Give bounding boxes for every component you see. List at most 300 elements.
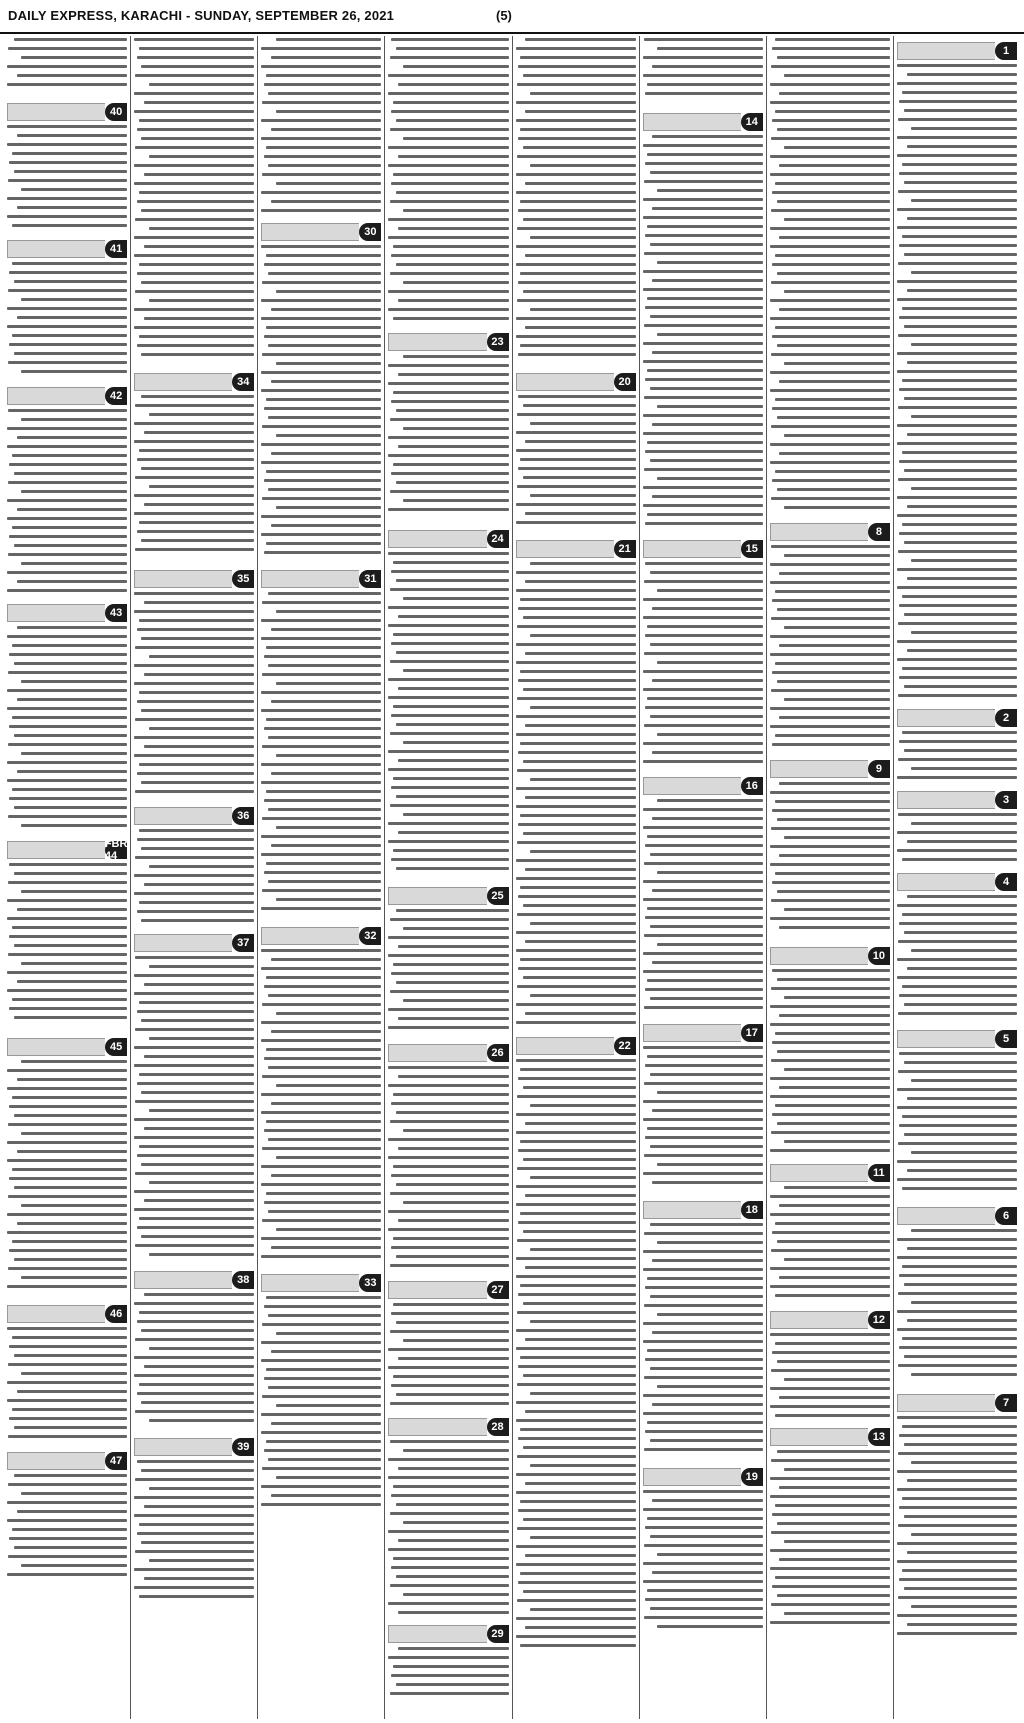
text-line xyxy=(907,1623,1018,1626)
text-line xyxy=(137,838,255,841)
text-line xyxy=(516,1545,636,1548)
text-line xyxy=(388,678,508,681)
text-line xyxy=(517,1527,636,1530)
text-line xyxy=(650,715,763,718)
text-line xyxy=(899,1578,1017,1581)
text-line xyxy=(897,1238,1017,1241)
text-line xyxy=(393,391,508,394)
text-line xyxy=(517,697,636,700)
article-number-badge: 42 xyxy=(105,387,127,405)
text-line xyxy=(516,431,636,434)
text-line xyxy=(899,460,1017,463)
text-line xyxy=(396,191,509,194)
text-line xyxy=(516,1491,636,1494)
text-line xyxy=(262,1147,381,1150)
text-line xyxy=(899,922,1017,925)
text-line xyxy=(770,83,890,86)
text-line xyxy=(520,958,635,961)
text-line xyxy=(261,967,381,970)
text-line xyxy=(770,1149,890,1152)
article-number-badge: 26 xyxy=(487,1044,509,1062)
text-line xyxy=(784,626,890,629)
text-line xyxy=(139,1073,254,1076)
text-line xyxy=(771,353,890,356)
text-line xyxy=(520,458,635,461)
text-line xyxy=(516,1257,636,1260)
text-line xyxy=(7,445,127,448)
article-number-badge: 15 xyxy=(741,540,763,558)
text-line xyxy=(135,856,254,859)
text-line xyxy=(657,943,763,946)
text-line xyxy=(393,849,508,852)
column-2 xyxy=(766,36,893,1719)
text-line xyxy=(134,440,254,443)
article-number-badge: 16 xyxy=(741,777,763,795)
text-line xyxy=(770,635,890,638)
text-line xyxy=(17,1390,128,1393)
text-line xyxy=(403,1449,509,1452)
text-line xyxy=(7,215,127,218)
text-line xyxy=(643,742,763,745)
text-line xyxy=(643,826,763,829)
text-line xyxy=(7,325,127,328)
text-line xyxy=(144,245,255,248)
text-line xyxy=(388,696,508,699)
text-line xyxy=(518,467,636,470)
text-line xyxy=(771,281,890,284)
text-line xyxy=(403,813,509,816)
text-line xyxy=(516,661,636,664)
text-line xyxy=(141,1091,254,1094)
text-line xyxy=(897,1488,1017,1491)
text-line xyxy=(271,958,382,961)
text-line xyxy=(643,970,763,973)
text-line xyxy=(516,787,636,790)
text-line xyxy=(388,822,508,825)
text-line xyxy=(21,1564,127,1567)
text-line xyxy=(7,779,127,782)
text-line xyxy=(520,886,635,889)
text-line xyxy=(775,1222,890,1225)
article xyxy=(897,872,1017,1025)
text-line xyxy=(777,608,890,611)
text-line xyxy=(271,56,382,59)
text-line xyxy=(643,1172,763,1175)
text-line xyxy=(264,479,382,482)
text-line xyxy=(261,1111,381,1114)
article-heading xyxy=(516,1036,636,1056)
text-line xyxy=(134,254,254,257)
text-line xyxy=(516,335,636,338)
text-line xyxy=(897,298,1017,301)
text-line xyxy=(911,343,1017,346)
text-line xyxy=(904,1355,1017,1358)
text-line xyxy=(657,1091,763,1094)
article-number-badge: 14 xyxy=(741,113,763,131)
text-line xyxy=(518,895,636,898)
article-number-badge: 11 xyxy=(868,1164,890,1182)
article-body-text xyxy=(7,125,127,235)
text-line xyxy=(390,804,509,807)
text-line xyxy=(770,1285,890,1288)
text-line xyxy=(137,772,255,775)
text-line xyxy=(516,1419,636,1422)
article-number-badge: 6 xyxy=(995,1207,1017,1225)
text-line xyxy=(897,1470,1017,1473)
article-number-badge: 41 xyxy=(105,240,127,258)
text-line xyxy=(388,1156,508,1159)
text-line xyxy=(390,200,509,203)
article-heading xyxy=(7,1451,127,1471)
text-line xyxy=(650,997,763,1000)
text-line xyxy=(777,1594,890,1597)
text-line xyxy=(261,709,381,712)
text-line xyxy=(657,661,763,664)
text-line xyxy=(777,56,890,59)
text-line xyxy=(518,281,636,284)
article-heading xyxy=(7,102,127,122)
text-line xyxy=(517,841,636,844)
text-line xyxy=(21,298,127,301)
text-line xyxy=(523,218,636,221)
text-line xyxy=(390,660,509,663)
text-line xyxy=(266,398,381,401)
text-line xyxy=(771,497,890,500)
text-line xyxy=(261,1237,381,1240)
text-line xyxy=(643,414,763,417)
text-line xyxy=(530,634,636,637)
text-line xyxy=(772,119,890,122)
text-line xyxy=(770,1023,890,1026)
article-number-badge: 22 xyxy=(614,1037,636,1055)
text-line xyxy=(898,1012,1017,1015)
article-title-bar xyxy=(7,1452,105,1470)
text-line xyxy=(276,434,382,437)
text-line xyxy=(14,38,127,41)
text-line xyxy=(657,405,763,408)
article-heading xyxy=(770,522,890,542)
article-number-badge: 45 xyxy=(105,1038,127,1056)
text-line xyxy=(644,1304,763,1307)
text-line xyxy=(8,289,127,292)
text-line xyxy=(135,1478,254,1481)
text-line xyxy=(525,182,636,185)
text-line xyxy=(7,707,127,710)
text-line xyxy=(261,1093,381,1096)
article xyxy=(388,886,508,1039)
text-line xyxy=(261,619,381,622)
text-line xyxy=(137,1532,255,1535)
text-line xyxy=(137,1010,255,1013)
text-line xyxy=(390,1192,509,1195)
text-line xyxy=(523,1230,636,1233)
text-line xyxy=(772,1351,890,1354)
text-line xyxy=(902,523,1017,526)
text-line xyxy=(657,1313,763,1316)
text-line xyxy=(9,725,127,728)
text-line xyxy=(12,334,127,337)
text-line xyxy=(770,1005,890,1008)
text-line xyxy=(784,1378,890,1381)
text-line xyxy=(772,1585,890,1588)
text-line xyxy=(17,206,128,209)
article-body-text xyxy=(643,1223,763,1463)
text-line xyxy=(14,872,127,875)
text-line xyxy=(897,154,1017,157)
text-line xyxy=(262,889,381,892)
text-line xyxy=(904,1515,1017,1518)
article-title-bar xyxy=(643,1468,741,1486)
text-line xyxy=(137,910,255,913)
text-line xyxy=(525,868,636,871)
text-line xyxy=(530,236,636,239)
text-line xyxy=(645,1286,763,1289)
text-line xyxy=(135,1100,254,1103)
text-line xyxy=(525,580,636,583)
text-line xyxy=(520,128,635,131)
text-line xyxy=(149,1347,255,1350)
text-line xyxy=(21,490,127,493)
text-line xyxy=(775,590,890,593)
text-line xyxy=(657,1385,763,1388)
text-line xyxy=(8,409,127,412)
text-line xyxy=(516,1635,636,1638)
article xyxy=(134,569,254,802)
article-number-badge: 12 xyxy=(868,1311,890,1329)
text-line xyxy=(261,191,381,194)
text-line xyxy=(268,92,381,95)
text-line xyxy=(897,208,1017,211)
article xyxy=(897,1029,1017,1202)
article xyxy=(897,1393,1017,1646)
text-line xyxy=(525,1012,636,1015)
text-line xyxy=(645,378,763,381)
text-line xyxy=(12,1336,127,1339)
article-heading xyxy=(897,708,1017,728)
text-line xyxy=(902,667,1017,670)
text-line xyxy=(784,506,890,509)
text-line xyxy=(134,592,254,595)
text-line xyxy=(645,916,763,919)
text-line xyxy=(266,1296,381,1299)
text-line xyxy=(643,1322,763,1325)
text-line xyxy=(644,396,763,399)
text-line xyxy=(391,786,509,789)
text-line xyxy=(645,844,763,847)
article-body-text xyxy=(770,782,890,942)
text-line xyxy=(393,1375,508,1378)
article xyxy=(516,1036,636,1659)
article-body-text xyxy=(7,409,127,599)
text-line xyxy=(775,110,890,113)
text-line xyxy=(149,1559,255,1562)
text-line xyxy=(9,343,127,346)
text-line xyxy=(907,145,1018,148)
text-line xyxy=(650,315,763,318)
text-line xyxy=(779,236,890,239)
article-title-bar xyxy=(897,42,995,60)
text-line xyxy=(391,570,509,573)
text-line xyxy=(523,760,636,763)
text-line xyxy=(9,797,127,800)
article xyxy=(261,222,381,565)
text-line xyxy=(388,624,508,627)
text-line xyxy=(139,763,254,766)
text-line xyxy=(149,155,255,158)
column-4 xyxy=(512,36,639,1719)
text-line xyxy=(261,1503,381,1506)
text-line xyxy=(530,922,636,925)
text-line xyxy=(516,571,636,574)
text-line xyxy=(907,73,1018,76)
text-line xyxy=(403,1521,509,1524)
article xyxy=(388,332,508,525)
text-line xyxy=(137,200,255,203)
text-line xyxy=(657,47,763,50)
text-line xyxy=(516,47,636,50)
article-number-badge: 29 xyxy=(487,1625,509,1643)
text-line xyxy=(652,889,763,892)
text-line xyxy=(134,1208,254,1211)
text-line xyxy=(911,487,1017,490)
text-line xyxy=(388,750,508,753)
article-number-badge: 19 xyxy=(741,1468,763,1486)
text-line xyxy=(517,769,636,772)
text-line xyxy=(907,1169,1018,1172)
text-line xyxy=(403,209,509,212)
text-line xyxy=(643,952,763,955)
text-line xyxy=(784,1068,890,1071)
text-line xyxy=(647,153,762,156)
text-line xyxy=(264,335,382,338)
text-line xyxy=(516,1347,636,1350)
article-number-badge: 40 xyxy=(105,103,127,121)
text-line xyxy=(391,1246,509,1249)
text-line xyxy=(517,1167,636,1170)
text-line xyxy=(388,290,508,293)
text-line xyxy=(388,218,508,221)
article-title-bar xyxy=(770,760,868,778)
text-line xyxy=(899,1506,1017,1509)
text-line xyxy=(897,904,1017,907)
article-title-bar xyxy=(770,1428,868,1446)
text-line xyxy=(266,1192,381,1195)
article xyxy=(643,539,763,772)
text-line xyxy=(268,1210,381,1213)
text-line xyxy=(644,180,763,183)
article-number-badge: 30 xyxy=(359,223,381,241)
article-number-badge: 20 xyxy=(614,373,636,391)
text-line xyxy=(644,1082,763,1085)
text-line xyxy=(149,965,255,968)
text-line xyxy=(784,836,890,839)
text-line xyxy=(7,1087,127,1090)
article xyxy=(7,102,127,235)
text-line xyxy=(396,47,509,50)
text-line xyxy=(12,454,127,457)
text-line xyxy=(897,82,1017,85)
article-heading xyxy=(388,1417,508,1437)
text-line xyxy=(902,1115,1017,1118)
text-line xyxy=(403,355,509,358)
text-line xyxy=(17,1222,128,1225)
text-line xyxy=(530,1320,636,1323)
text-line xyxy=(7,689,127,692)
text-line xyxy=(264,799,382,802)
text-line xyxy=(135,718,254,721)
text-line xyxy=(645,92,763,95)
text-line xyxy=(525,1266,636,1269)
text-line xyxy=(516,119,636,122)
text-line xyxy=(391,472,509,475)
text-line xyxy=(775,182,890,185)
article-number-badge: 2 xyxy=(995,709,1017,727)
text-line xyxy=(772,743,890,746)
text-line xyxy=(897,226,1017,229)
text-line xyxy=(391,400,509,403)
article-heading xyxy=(7,1037,127,1057)
text-line xyxy=(134,874,254,877)
text-line xyxy=(647,1277,762,1280)
article xyxy=(388,1417,508,1620)
text-line xyxy=(902,1187,1017,1190)
text-line xyxy=(902,731,1017,734)
text-line xyxy=(644,1544,763,1547)
article-title-bar xyxy=(897,1207,995,1225)
text-line xyxy=(390,1402,509,1405)
article-title-bar xyxy=(134,934,232,952)
text-line xyxy=(775,1576,890,1579)
text-line xyxy=(647,625,762,628)
text-line xyxy=(775,662,890,665)
text-line xyxy=(390,1120,509,1123)
text-line xyxy=(902,163,1017,166)
text-line xyxy=(14,1186,127,1189)
article-body-text xyxy=(134,956,254,1266)
article xyxy=(7,239,127,382)
text-line xyxy=(516,1059,636,1062)
text-line xyxy=(262,173,381,176)
text-line xyxy=(144,101,255,104)
text-line xyxy=(530,1464,636,1467)
text-line xyxy=(398,299,509,302)
text-line xyxy=(657,799,763,802)
text-line xyxy=(14,1114,127,1117)
text-line xyxy=(12,998,127,1001)
text-line xyxy=(390,588,509,591)
article-heading xyxy=(134,1270,254,1290)
text-line xyxy=(898,622,1017,625)
text-line xyxy=(771,1249,890,1252)
text-line xyxy=(643,360,763,363)
text-line xyxy=(516,191,636,194)
text-line xyxy=(403,1339,509,1342)
article-title-bar xyxy=(516,373,614,391)
text-line xyxy=(396,579,509,582)
text-line xyxy=(403,927,509,930)
text-line xyxy=(520,1644,635,1647)
text-line xyxy=(643,760,763,763)
text-line xyxy=(12,926,127,929)
text-line xyxy=(657,733,763,736)
article-title-bar xyxy=(261,223,359,241)
article xyxy=(261,1273,381,1516)
text-line xyxy=(391,1384,509,1387)
page-number: (5) xyxy=(496,8,512,23)
text-line xyxy=(141,781,254,784)
text-line xyxy=(911,631,1017,634)
article-title-bar xyxy=(897,1030,995,1048)
